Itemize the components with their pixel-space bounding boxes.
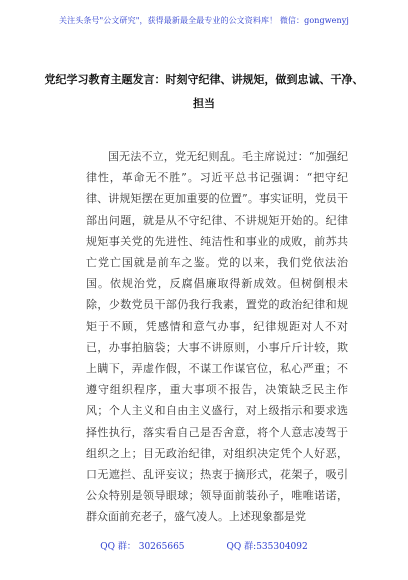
document-title: 党纪学习教育主题发言：时刻守纪律、讲规矩，做到忠诚、干净、担当 [44, 73, 364, 110]
body-paragraph: 国无法不立，党无纪则乱。毛主席说过：“加强纪律性，革命无不胜”。习近平总书记强调：“把守纪律、讲规矩摆在更加重要的位置”。事实证明，党员干部出问题，就是从不守纪律、不讲规矩开始的。纪律规矩事关党的先进性、纯洁性和事业的成败，前苏共亡党亡国就是前车之鉴。党的以来，我们党依法治国。依规治党，反腐倡廉取得新成效。但树倒根未除，少数党员干部仍我行我素，置党的政治纪律和规矩于不顾，凭感情和意气办事，纪律规距对人不对已，办事拍脑袋；大事不讲原则，小事斤斤计较，欺上瞒下，弄虚作假，不谋工作谋官位，私心严重；不遵守组织程序，重大事项不报告，决策缺乏民主作风；个人主义和自由主义盛行，对上级指示和要求选择性执行，落实看自己是否舍意，将个人意志凌驾于组织之上；目无政治纪律，对组织决定凭个人好恶，口无遮拦、乱评妄议；热衷于摘形式，花架子，吸引公众特别是领导眼球；领导面前装孙子，唯唯诺诺，群众面前充老子，盛气凌人。上述现象都是党 [86, 150, 348, 524]
footer-contact [0, 539, 408, 552]
footer-qq-group-1: QQ 群： 30265665 [100, 542, 185, 552]
footer-qq-group-2: QQ 群:535304092 [226, 542, 308, 552]
header-banner: 关注头条号"公文研究"，获得最新最全最专业的公文资料库！ 微信：gongwenyj [59, 16, 349, 25]
